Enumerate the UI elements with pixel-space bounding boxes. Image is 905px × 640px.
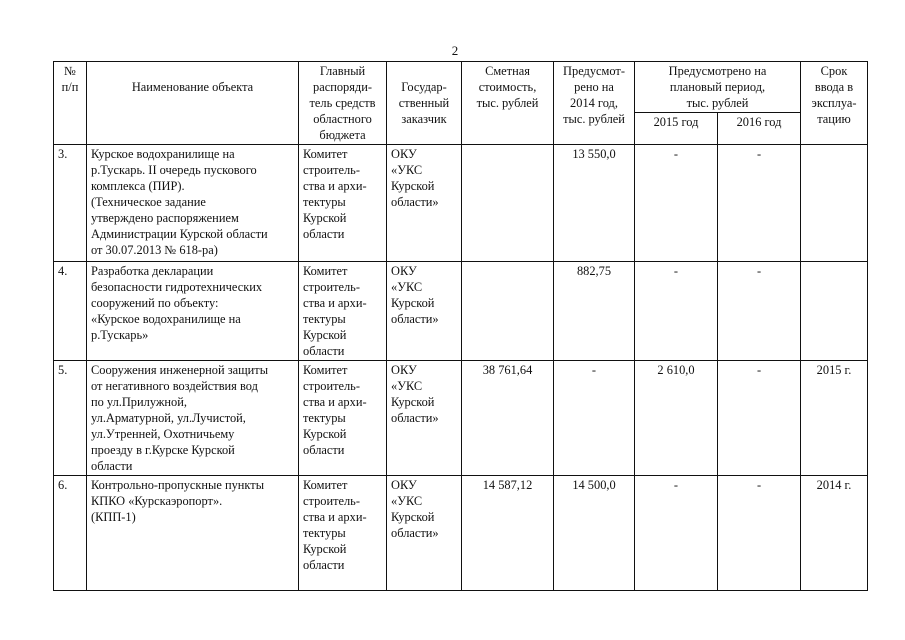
header-year-2015: 2015 год bbox=[635, 113, 718, 145]
object-name: Сооружения инженерной защиты от негативного воздействия вод по ул.Прилужной, ул.Арматурной, ул.Лучистой, ул.Утренней, Охотничьему проезду в г.Курске Курской области bbox=[87, 361, 299, 476]
page-number: 2 bbox=[451, 43, 459, 58]
planned-2014: 882,75 bbox=[554, 262, 635, 361]
table-row bbox=[54, 361, 868, 476]
estimate-cost: 14 587,12 bbox=[462, 476, 554, 591]
table-row bbox=[54, 476, 868, 591]
header-budget-manager: Главный распоряди- тель средств областного бюджета bbox=[299, 62, 387, 145]
header-planned-2014: Предусмот- рено на 2014 год, тыс. рублей bbox=[554, 62, 635, 145]
object-name: Разработка декларации безопасности гидротехнических сооружений по объекту: «Курское водохранилище на р.Тускарь» bbox=[87, 262, 299, 361]
header-year-2016: 2016 год bbox=[718, 113, 801, 145]
object-name: Контрольно-пропускные пункты КПКО «Курскаэропорт». (КПП-1) bbox=[87, 476, 299, 591]
commissioning-date bbox=[801, 145, 868, 262]
state-customer: ОКУ «УКС Курской области» bbox=[387, 145, 462, 262]
table-body bbox=[54, 145, 868, 591]
row-number: 6. bbox=[54, 476, 87, 591]
header-state-customer: Государ- ственный заказчик bbox=[387, 62, 462, 145]
planned-2015: 2 610,0 bbox=[635, 361, 718, 476]
commissioning-date: 2014 г. bbox=[801, 476, 868, 591]
planned-2016: - bbox=[718, 476, 801, 591]
object-name: Курское водохранилище на р.Тускарь. II очередь пускового комплекса (ПИР). (Техническое задание утверждено распоряжением Администрации Курской области от 30.07.2013 № 618-ра) bbox=[87, 145, 299, 262]
planned-2015: - bbox=[635, 262, 718, 361]
header-planned-period: Предусмотрено на плановый период, тыс. рублей bbox=[635, 62, 801, 113]
estimate-cost bbox=[462, 262, 554, 361]
budget-manager: Комитет строитель- ства и архи- тектуры Курской области bbox=[299, 476, 387, 591]
header-estimate-cost: Сметная стоимость, тыс. рублей bbox=[462, 62, 554, 145]
planned-2014: 13 550,0 bbox=[554, 145, 635, 262]
planned-2016: - bbox=[718, 145, 801, 262]
planned-2014: - bbox=[554, 361, 635, 476]
estimate-cost bbox=[462, 145, 554, 262]
row-number: 5. bbox=[54, 361, 87, 476]
budget-manager: Комитет строитель- ства и архи- тектуры Курской области bbox=[299, 145, 387, 262]
header-num: № п/п bbox=[54, 62, 87, 145]
table-row bbox=[54, 262, 868, 361]
planned-2016: - bbox=[718, 262, 801, 361]
estimate-cost: 38 761,64 bbox=[462, 361, 554, 476]
planned-2016: - bbox=[718, 361, 801, 476]
row-number: 3. bbox=[54, 145, 87, 262]
objects-table bbox=[53, 61, 868, 591]
planned-2015: - bbox=[635, 476, 718, 591]
planned-2015: - bbox=[635, 145, 718, 262]
state-customer: ОКУ «УКС Курской области» bbox=[387, 476, 462, 591]
header-row bbox=[54, 62, 868, 113]
commissioning-date: 2015 г. bbox=[801, 361, 868, 476]
budget-manager: Комитет строитель- ства и архи- тектуры Курской области bbox=[299, 262, 387, 361]
header-object-name: Наименование объекта bbox=[87, 62, 299, 145]
planned-2014: 14 500,0 bbox=[554, 476, 635, 591]
commissioning-date bbox=[801, 262, 868, 361]
table-row bbox=[54, 145, 868, 262]
budget-manager: Комитет строитель- ства и архи- тектуры Курской области bbox=[299, 361, 387, 476]
state-customer: ОКУ «УКС Курской области» bbox=[387, 361, 462, 476]
header-commissioning-date: Срок ввода в эксплуа- тацию bbox=[801, 62, 868, 145]
state-customer: ОКУ «УКС Курской области» bbox=[387, 262, 462, 361]
row-number: 4. bbox=[54, 262, 87, 361]
